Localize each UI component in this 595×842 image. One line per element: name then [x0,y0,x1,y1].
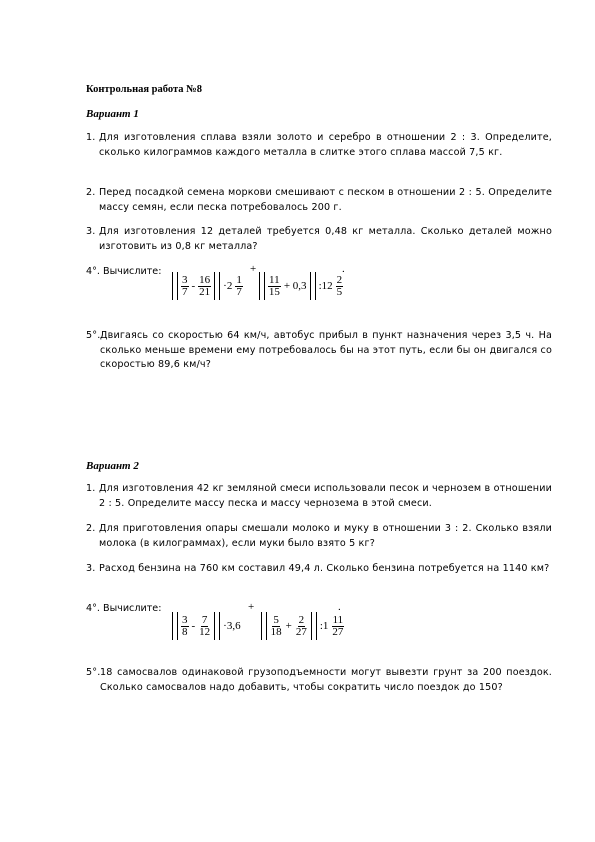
v2-task-5 [86,666,552,695]
fraction: $\frac{3}{8}$ [182,613,188,638]
end-dot: . [338,601,341,613]
variant1-heading: Вариант 1 [86,108,139,120]
v2-task-2 [86,522,552,551]
bracket-close [311,612,317,640]
variant2-heading: Вариант 2 [86,460,139,472]
plus-sign: + [250,263,257,275]
bracket-close [310,272,316,300]
v2-task-3 [86,562,552,577]
v1-task-4-label: 4°. Вычислите: [86,266,162,277]
bracket-open [172,612,178,640]
plus-sign: + [248,601,255,613]
v1-task-5 [86,329,552,373]
bracket-open [259,272,265,300]
page-title: Контрольная работа №8 [86,84,202,95]
fraction: $\frac{7}{12}$ [199,613,211,638]
task-number: 1. [86,132,96,143]
v2-task-4-label: 4°. Вычислите: [86,603,162,614]
v1-task-4-formula [172,272,343,300]
task-number: 2. [86,187,96,198]
divide-sign: :12 [318,280,333,292]
task-number: 3. [86,563,96,574]
fraction: $\frac{2}{27}$ [295,613,307,638]
end-dot: . [342,263,345,275]
task-text: Для приготовления опары смешали молоко и муку в отношении 3 : 2. Сколько взяли молока (в килограммах), если муки было взято 5 кг? [99,523,552,549]
v1-task-1 [86,131,552,160]
multiply-sign: ·2 [223,280,233,292]
bracket-close [214,612,220,640]
v1-task-2 [86,186,552,215]
task-text: Расход бензина на 760 км составил 49,4 л. Сколько бензина потребуется на 1140 км? [99,563,550,574]
task-text: Для изготовления 42 кг земляной смеси использовали песок и чернозем в отношении 2 : 5. Определите массу песка и массу чернозема в этой смеси. [99,483,552,509]
fraction: $\frac{16}{21}$ [199,273,211,298]
bracket-open [172,272,178,300]
task-text: Для изготовления сплава взяли золото и серебро в отношении 2 : 3. Определите, сколько килограммов каждого металла в слитке этого сплава массой 7,5 кг. [99,132,552,158]
task-text: Двигаясь со скоростью 64 км/ч, автобус прибыл в пункт назначения через 3,5 ч. На сколько меньше времени ему потребовалось бы на этот путь, если бы он двигался со скоростью 89,6 км/ч? [100,330,552,370]
fraction: $\frac{11}{27}$ [332,613,344,638]
v1-task-3 [86,225,552,254]
plus-term: + [285,620,292,632]
task-number: 1. [86,483,96,494]
fraction: $\frac{1}{7}$ [236,273,242,298]
bracket-open [261,612,267,640]
task-text: 18 самосвалов одинаковой грузоподъемности могут вывезти грунт за 200 поездок. Сколько самосвалов надо добавить, чтобы сократить число поездок до 150? [100,667,552,693]
minus-sign: - [191,620,196,632]
task-number: 3. [86,226,96,237]
task-number: 2. [86,523,96,534]
fraction: $\frac{3}{7}$ [182,273,188,298]
v2-task-4-formula [172,612,344,640]
multiply-sign: ·3,6 [223,620,241,632]
fraction: $\frac{5}{18}$ [270,613,282,638]
plus-term: + 0,3 [283,280,307,292]
fraction: $\frac{2}{5}$ [336,273,343,298]
task-text: Для изготовления 12 деталей требуется 0,48 кг металла. Сколько деталей можно изготовить из 0,8 кг металла? [99,226,552,252]
divide-sign: :1 [319,620,329,632]
task-text: Перед посадкой семена моркови смешивают с песком в отношении 2 : 5. Определите массу семян, если песка потребовалось 200 г. [99,187,552,213]
minus-sign: - [191,280,196,292]
bracket-close [214,272,220,300]
task-number: 5°. [86,330,101,341]
v2-task-1 [86,482,552,511]
fraction: $\frac{11}{15}$ [268,273,280,298]
task-number: 5°. [86,667,101,678]
